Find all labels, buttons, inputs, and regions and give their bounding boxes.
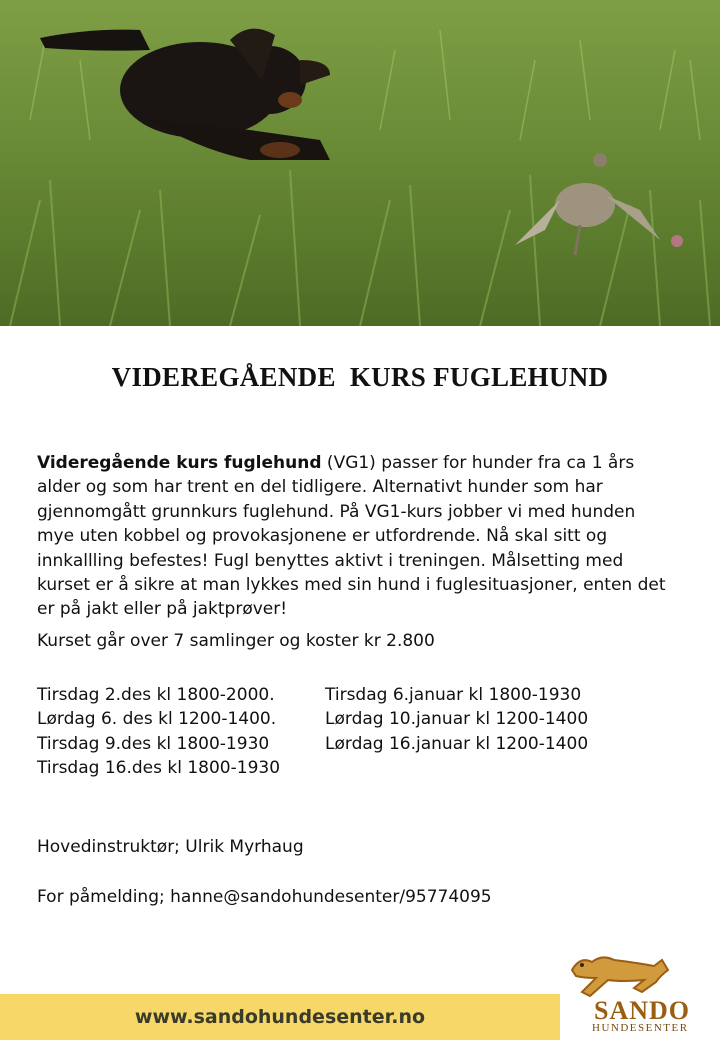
intro-text: (VG1) passer for hunder fra ca 1 års alder og som har trent en del tidligere. Alternativt hunder som har gjennomgått grunnkurs fuglehund. På VG1-kurs jobber vi med hunden mye uten kobbel og provokasjonene er utfordrende. Nå skal sitt og innkallling befestes! Fugl benyttes aktivt i treningen. Målsetting med kurset er å sikre at man lykkes med sin hund i fuglesituasjoner, enten det er på jakt eller på jaktprøver! (37, 453, 666, 620)
logo-subtitle: HUNDESENTER (592, 1022, 689, 1034)
schedule-item: Tirsdag 9.des kl 1800-1930 (37, 733, 270, 754)
schedule-column-left (37, 683, 280, 781)
website-link[interactable]: www.sandohundesenter.no (134, 1006, 426, 1028)
instructor-line: Hovedinstruktør; Ulrik Myrhaug (37, 837, 304, 857)
logo-wordmark: SANDO (594, 996, 691, 1025)
schedule-item: Tirsdag 16.des kl 1800-1930 (37, 758, 281, 779)
schedule-item: Tirsdag 2.des kl 1800-2000. (37, 685, 275, 705)
schedule-item: Lørdag 6. des kl 1200-1400. (37, 709, 277, 730)
bird-figure (515, 153, 660, 255)
hero-photo (0, 0, 720, 326)
schedule-item: Lørdag 10.januar kl 1200-1400 (325, 709, 589, 730)
course-price: Kurset går over 7 samlinger og koster kr 2.800 (37, 631, 435, 651)
signup-line: For påmelding; hanne@sandohundesenter/95774095 (37, 887, 492, 907)
sando-logo (562, 948, 712, 1038)
page-title: VIDEREGÅENDE KURS FUGLEHUND (111, 362, 609, 392)
schedule-item: Tirsdag 6.januar kl 1800-1930 (325, 685, 582, 705)
schedule-column-right (325, 683, 588, 756)
footer-bar (0, 994, 560, 1040)
intro-bold-lead: Videregående kurs fuglehund (37, 453, 322, 473)
hero-illustration (0, 0, 720, 326)
schedule-item: Lørdag 16.januar kl 1200-1400 (325, 733, 589, 754)
intro-paragraph (37, 451, 677, 622)
dog-figure (40, 29, 330, 160)
